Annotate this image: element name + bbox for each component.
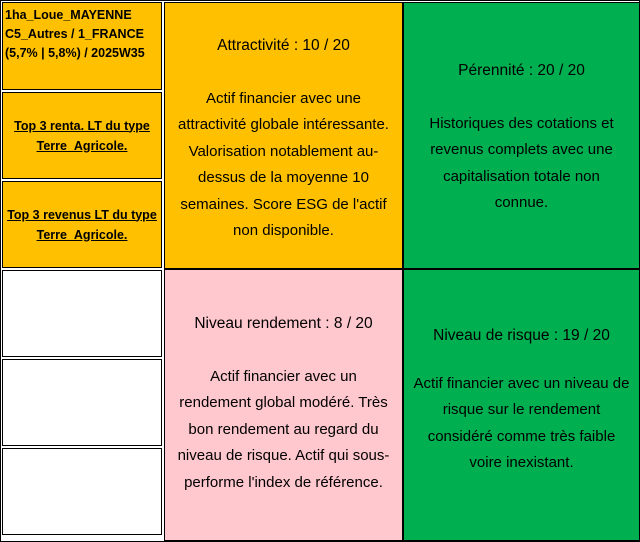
attractivite-panel (164, 2, 403, 269)
risque-text: Actif financier avec un niveau de risque sur le rendement considéré comme très faible voire inexistant. (413, 374, 630, 471)
asset-name: 1ha_Loue_MAYENNE (5, 8, 132, 22)
attractivite-text: Actif financier avec une attractivité globale intéressante. Valorisation notablement au- dessus de la moyenne 10 semaines. Score ESG de l'actif non disponible. (178, 89, 389, 239)
top-revenus-link[interactable] (2, 181, 162, 268)
perennite-panel (403, 2, 640, 269)
asset-info-box (2, 2, 162, 90)
rendement-title: Niveau rendement : 8 / 20 (194, 315, 373, 332)
perennite-text: Historiques des cotations et revenus complets avec une capitalisation totale non connue. (429, 114, 614, 211)
asset-category: C5_Autres / 1_FRANCE (5, 27, 144, 41)
top-renta-link[interactable] (2, 92, 162, 179)
rendement-text: Actif financier avec un rendement global modéré. Très bon rendement au regard du niveau de risque. Actif qui sous- performe l'index de référence. (177, 367, 390, 491)
empty-cell-3 (2, 448, 162, 535)
perennite-title: Pérennité : 20 / 20 (458, 62, 585, 79)
rendement-panel (164, 269, 403, 541)
top-renta-link-label: Top 3 renta. LT du type Terre_Agricole. (14, 118, 150, 153)
empty-cell-2 (2, 359, 162, 446)
risque-title: Niveau de risque : 19 / 20 (433, 327, 610, 344)
attractivite-title: Attractivité : 10 / 20 (217, 37, 350, 54)
asset-yields-period: (5,7% | 5,8%) / 2025W35 (5, 46, 145, 60)
top-revenus-link-label: Top 3 revenus LT du type Terre_Agricole. (7, 207, 157, 242)
empty-cell-1 (2, 270, 162, 357)
risque-panel (403, 269, 640, 541)
